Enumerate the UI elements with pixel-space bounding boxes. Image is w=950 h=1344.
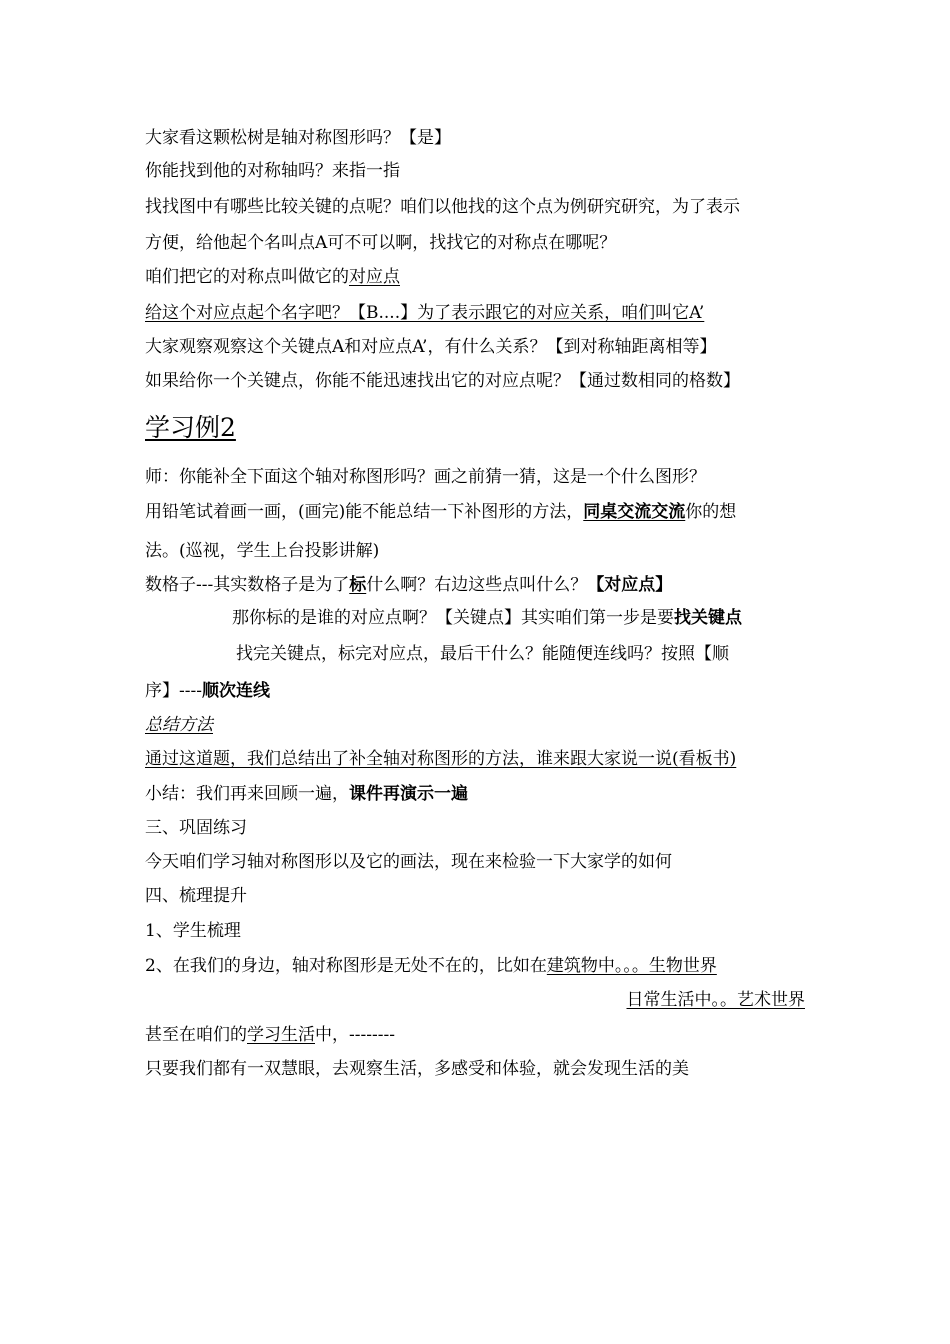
italic-heading — [145, 714, 810, 736]
text-span: 如果给你一个关键点，你能不能迅速找出它的对应点呢？【通过数相同的格数】 — [145, 371, 740, 391]
paragraph-line — [145, 370, 810, 392]
right-aligned-line — [145, 989, 805, 1011]
paragraph-line — [145, 196, 810, 218]
text-span: 大家观察观察这个关键点A和对应点A’，有什么关系？【到对称轴距离相等】 — [145, 337, 717, 357]
text-span: 找完关键点，标完对应点，最后干什么？能随便连线吗？按照【顺 — [236, 644, 729, 664]
paragraph-line — [145, 680, 810, 702]
paragraph-line — [145, 540, 810, 562]
bold-term: 顺次连线 — [201, 681, 270, 701]
paragraph-line — [145, 920, 810, 942]
text-span: 你能找到他的对称轴吗？来指一指 — [145, 161, 400, 181]
text-span: 2、在我们的身边，轴对称图形是无处不在的，比如在 — [145, 956, 547, 976]
bold-term: 课件再演示一遍 — [349, 784, 468, 804]
indented-line — [236, 643, 812, 665]
paragraph-line — [145, 160, 810, 182]
underlined-term: 学习生活 — [247, 1025, 315, 1045]
paragraph-line — [145, 127, 810, 149]
bold-term: 找关键点 — [674, 608, 742, 628]
paragraph-line — [145, 574, 810, 596]
text-span: 日常生活中。。艺术世界 — [626, 990, 805, 1010]
text-span: 总结方法 — [145, 715, 213, 735]
text-span: 中，-------- — [315, 1025, 395, 1045]
text-span: 大家看这颗松树是轴对称图形吗？【是】 — [145, 128, 451, 148]
text-span: 咱们把它的对称点叫做它的 — [145, 267, 349, 287]
underlined-line — [145, 302, 810, 324]
text-span: 小结：我们再来回顾一遍， — [145, 784, 349, 804]
indented-line — [232, 607, 812, 629]
paragraph-line — [145, 501, 810, 523]
text-span: 甚至在咱们的 — [145, 1025, 247, 1045]
paragraph-line — [145, 466, 810, 488]
section-heading — [145, 413, 810, 443]
paragraph-line — [145, 851, 810, 873]
text-span: 用铅笔试着画一画，(画完)能不能总结一下补图形的方法， — [145, 502, 584, 522]
paragraph-line — [145, 232, 810, 254]
bold-underlined-term: 同桌交流交流 — [583, 502, 686, 522]
text-span: 1、学生梳理 — [145, 921, 241, 941]
text-span: 法。(巡视，学生上台投影讲解) — [145, 541, 380, 561]
paragraph-line — [145, 817, 810, 839]
text-span: 方便，给他起个名叫点A可不可以啊，找找它的对称点在哪呢？ — [145, 233, 617, 253]
paragraph-line — [145, 955, 810, 977]
paragraph-line — [145, 885, 810, 907]
text-span: 那你标的是谁的对应点啊？【关键点】其实咱们第一步是要 — [232, 608, 674, 628]
text-span: 今天咱们学习轴对称图形以及它的画法，现在来检验一下大家学的如何 — [145, 852, 672, 872]
text-span: 四、梳理提升 — [145, 886, 247, 906]
text-span: 三、巩固练习 — [145, 818, 247, 838]
underlined-term: 对应点 — [349, 267, 400, 287]
bold-underlined-term: 标 — [349, 575, 367, 595]
underlined-term: 建筑物中。。。生物世界 — [546, 956, 717, 976]
paragraph-line — [145, 336, 810, 358]
text-span: 找找图中有哪些比较关键的点呢？咱们以他找的这个点为例研究研究，为了表示 — [145, 197, 740, 217]
text-span: 你的想 — [685, 502, 737, 522]
text-span: 序】---- — [145, 681, 202, 701]
heading-text: 学习例2 — [145, 413, 236, 442]
text-span: 通过这道题，我们总结出了补全轴对称图形的方法，谁来跟大家说一说(看板书) — [145, 749, 737, 769]
text-span: 给这个对应点起个名字吧？【B....】为了表示跟它的对应关系，咱们叫它A’ — [145, 303, 705, 323]
text-span: 只要我们都有一双慧眼，去观察生活，多感受和体验，就会发现生活的美 — [145, 1059, 689, 1079]
bold-term: 【对应点】 — [587, 575, 673, 595]
paragraph-line — [145, 783, 810, 805]
text-span: 什么啊？右边这些点叫什么？ — [366, 575, 588, 595]
paragraph-line — [145, 266, 810, 288]
paragraph-line — [145, 1024, 810, 1046]
text-span: 师：你能补全下面这个轴对称图形吗？画之前猜一猜，这是一个什么图形？ — [145, 467, 706, 487]
paragraph-line — [145, 1058, 810, 1080]
text-span: 数格子---其实数格子是为了 — [145, 575, 350, 595]
underlined-line — [145, 748, 810, 770]
